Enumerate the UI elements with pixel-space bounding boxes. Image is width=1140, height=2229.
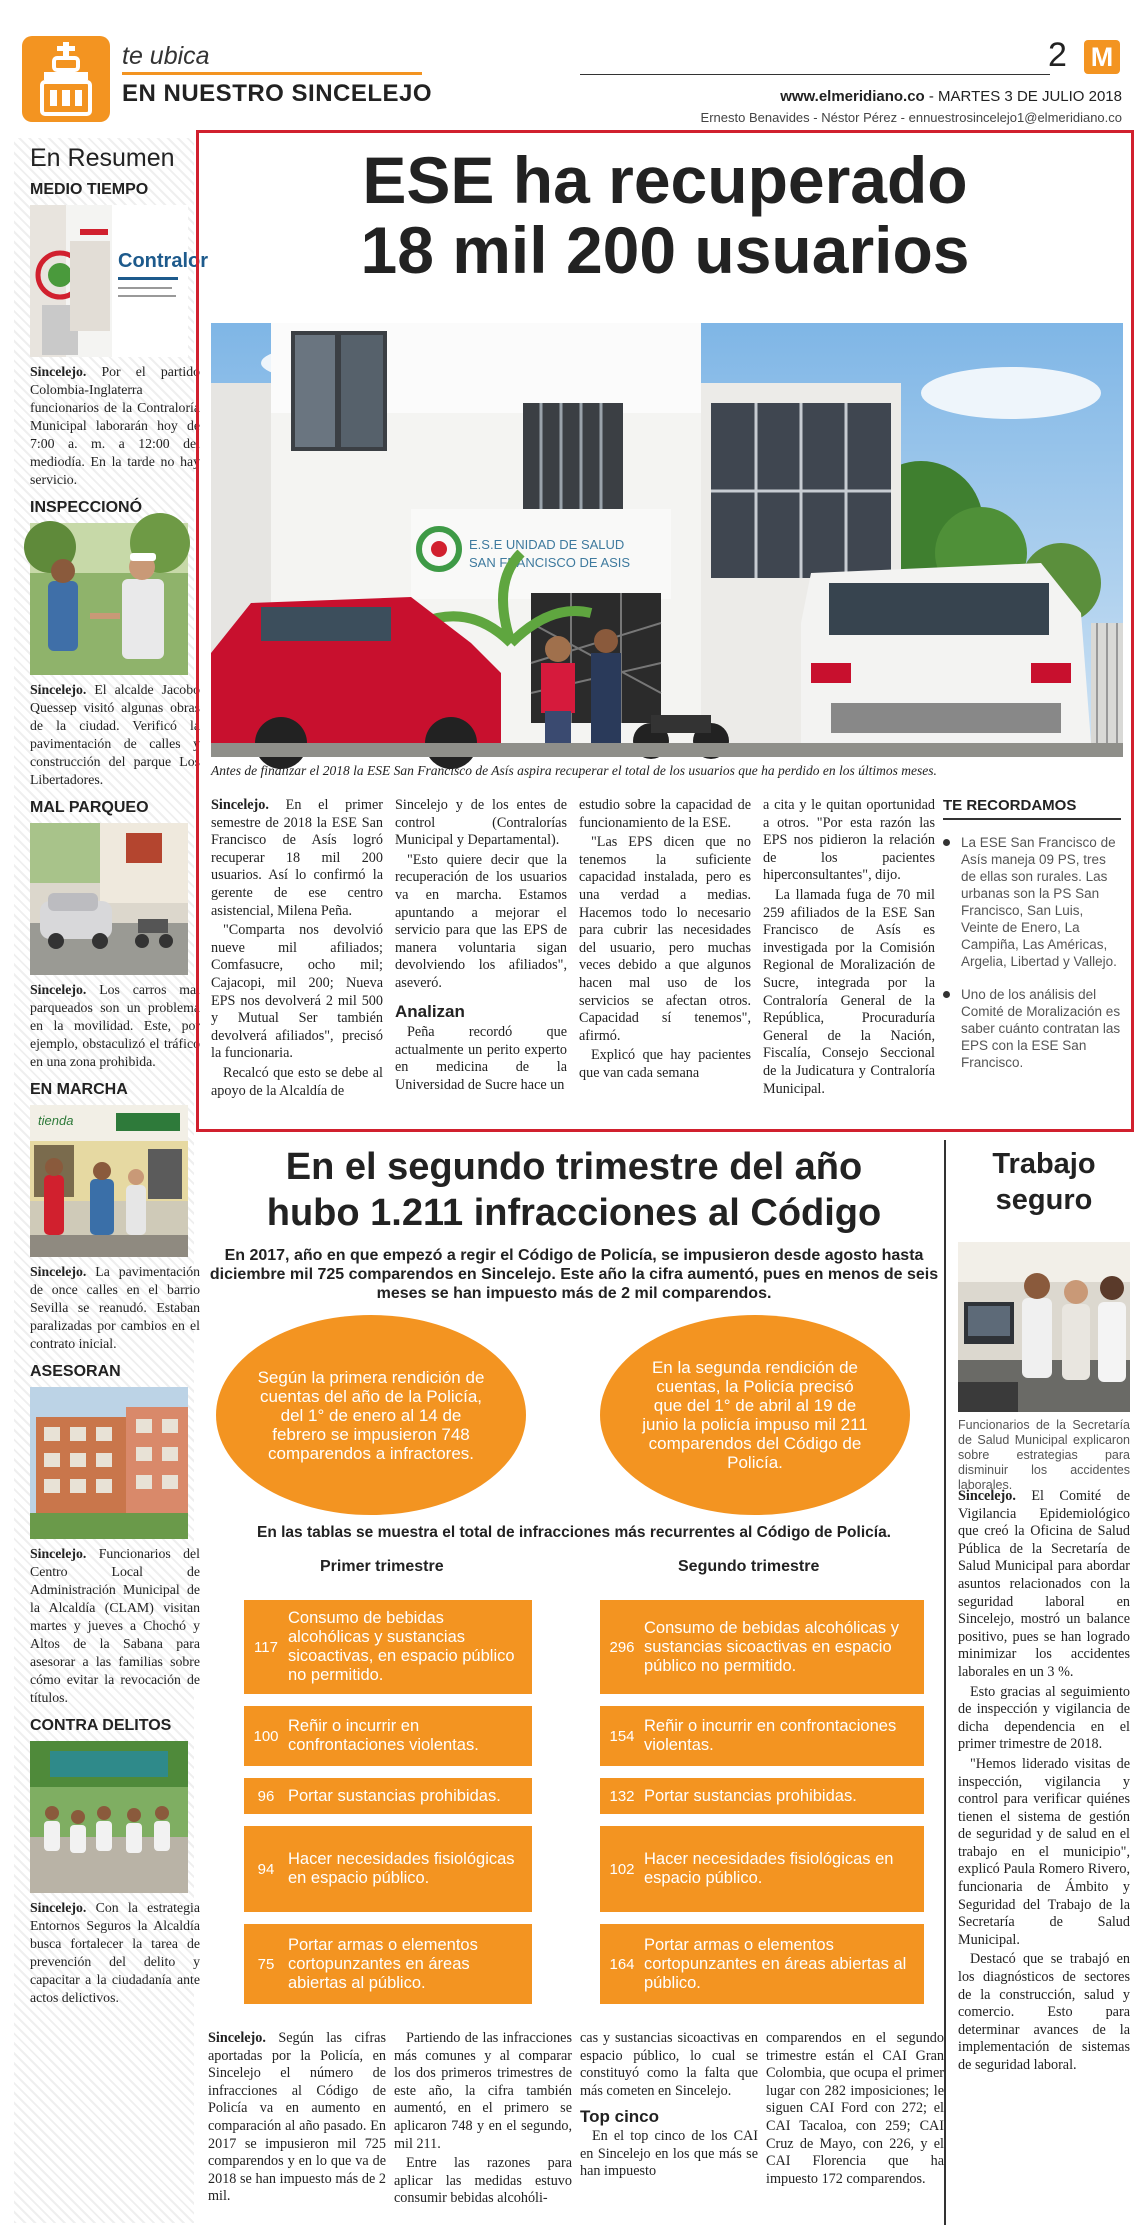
table-row xyxy=(244,1600,532,1694)
summary-text: Sincelejo. Con la estrategia Entornos Seguros la Alcaldía busca fortalecer la tarea de prevención del delito y capacitar a la ciudadanía ante actos delictivos. xyxy=(30,1900,200,2005)
summary-photo xyxy=(30,205,208,357)
highlight-oval-left: Según la primera rendición de cuentas del año de la Policía, del 1° de enero al 14 de febrero se impusieron 748 comparendos a infractores. xyxy=(216,1315,526,1515)
infraction-count: 96 xyxy=(257,1787,275,1805)
article-column-2: Sincelejo y de los entes de control (Contralorías Municipal y Departamental). "Esto quiere decir que la recuperación de los usuarios va en marcha. Estamos apuntando a mejorar el servicio para que las EPS de manera voluntaria sigan devolviendo los afiliados", aseveró. Analizan Peña recordó que actualmente un perito experto en medicina de la Universidad de Sucre hace un xyxy=(395,797,567,1093)
infraction-desc: Reñir o incurrir en confrontaciones violentas. xyxy=(644,1717,897,1754)
remember-item: La ESE San Francisco de Asís maneja 09 PS, tres de ellas son rurales. Las urbanas son la PS San Francisco, San Luis, Veinte de Enero, La Campiña, Las Américas, Argelia, Libertad y Vallejo. xyxy=(943,834,1121,970)
safe-work-headline: Trabajo seguro xyxy=(992,1148,1096,1216)
brand-badge: M xyxy=(1084,40,1120,74)
infractions-column-4: comparendos en el segundo trimestre están el CAI Gran Colombia, que ocupa el primer lugar con 282 imposiciones; le siguen CAI Ford con 272; el CAI Tacaloa, con 259; CAI Cruz de Mayo, con 226, y el CAI Florencia que ha impuesto 172 comparendos. xyxy=(766,2030,944,2187)
main-photo-caption: Antes de finalizar el 2018 la ESE San Francisco de Asís aspira recuperar el total de los usuarios que ha perdido en los últimos meses. xyxy=(211,763,937,778)
infraction-count: 154 xyxy=(609,1727,635,1745)
article-column-4: a cita y le quitan oportunidad a otros. "Por esta razón las EPS nos pidieron la relación de los pacientes hiperconsultantes", dijo. La llamada fuga de 70 mil 259 afiliados de la ESE San Francisco de Asís es investigada por la Comisión Regional de Moralización de Sucre, integrada por la Contraloría General de la República, Procuraduría General de la Nación, Fiscalía, Consejo Seccional de la Judicatura y Contraloría Municipal. xyxy=(763,797,935,1097)
main-story xyxy=(196,130,1134,1132)
infractions-lead: En 2017, año en que empezó a regir el Código de Policía, se impusieron desde agosto hasta diciembre mil 725 comparendos en Sincelejo. Este año la cifra aumentó, pues en menos de seis meses se han impuesto más de 2 mil comparendos. xyxy=(209,1247,939,1302)
infraction-count: 102 xyxy=(609,1860,635,1878)
main-headline: ESE ha recuperado 18 mil 200 usuarios xyxy=(360,143,970,287)
page-number: 2 xyxy=(1048,36,1067,74)
remember-box xyxy=(943,797,1121,1087)
infractions-column-1: Sincelejo. Según las cifras aportadas por la Policía, en Sincelejo el número de infracciones al Código de Policía va en aumento en comparación al año pasado. En 2017 se impusieron mil 725 comparendos y en lo que va de 2018 se han impuesto más de 2 mil. xyxy=(208,2030,386,2205)
table-row xyxy=(244,1706,532,1766)
table-row xyxy=(600,1706,924,1766)
highlight-oval-right: En la segunda rendición de cuentas, la Policía precisó que del 1° de abril al 19 de junio la policía impuso mil 211 comparendos del Código de Policía. xyxy=(600,1315,910,1515)
summary-text: Sincelejo. Los carros mal parqueados son un problema en la movilidad. Este, por ejemplo, obstaculizó el tráfico en una zona prohibida. xyxy=(30,982,200,1069)
safe-work-text: Sincelejo. El Comité de Vigilancia Epidemiológico que creó la Oficina de Salud Pública de la Secretaría de Salud Municipal para abordar asuntos relacionados con la seguridad laboral en Sincelejo, mostró un balance positivo, pues se han logrado minimizar los accidentes laborales en un 3 %. Esto gracias al seguimiento de inspección y vigilancia de dicha dependencia en el primer trimestre de 2018. "Hemos liderado visitas de inspección, vigilancia y control para verificar quiénes tienen el sistema de gestión de seguridad y de salud en el trabajo en el municipio", explicó Paula Romero Rivero, funcionaria de Ámbito y Seguridad del Trabajo de la Secretaría de Salud Municipal. Destacó que se trabajó en los diagnósticos de sectores de la construcción, salud y comercio. Esto para determinar avances de la implementación de sistemas de seguridad laboral. xyxy=(958,1488,1130,2073)
infractions-story xyxy=(204,1140,944,2225)
summary-photo xyxy=(30,823,188,975)
summary-item xyxy=(30,1363,200,1707)
subheading: Analizan xyxy=(395,1001,465,1021)
table-row xyxy=(244,1924,532,2004)
article-column-1: Sincelejo. En el primer semestre de 2018 la ESE San Francisco de Asís logró recuperar 18 mil 200 usuarios. Así lo confirmó la gerente de ese centro asistencial, Milena Peña. "Comparta nos devolvió nueve mil afiliados; Comfasucre, ocho mil; Cajacopi, mil 200; Nueva EPS nos devolverá 2 mil 500 y Mutual Ser también devolverá afiliados", precisó la funcionaria. Recalcó que esto se debe al apoyo de la Alcaldía de xyxy=(211,797,383,1099)
tables-intro: En las tablas se muestra el total de infracciones más recurrentes al Código de Policía. xyxy=(256,1524,891,1541)
contraloria-sign: Contralor xyxy=(118,250,208,272)
header-rule xyxy=(580,74,1050,75)
summary-photo xyxy=(30,1387,188,1539)
remember-item: Uno de los análisis del Comité de Moralización es saber cuánto contratan las EPS con la ESE San Francisco. xyxy=(943,986,1121,1071)
article-column-3: estudio sobre la capacidad de funcionamiento de la ESE. "Las EPS dicen que no tenemos la suficiente capacidad instalada, pero es una verdad a medias. Hacemos todo lo necesario para cubrir las necesidades del usuario, pero muchas veces debido a que algunos hacen mal uso de los servicios se afectan otros. Capacidad sí tenemos", afirmó. Explicó que hay pacientes que van cada semana xyxy=(579,797,751,1081)
summary-sidebar xyxy=(14,138,208,2223)
issue-date: - MARTES 3 DE JULIO 2018 xyxy=(924,88,1122,105)
infraction-count: 164 xyxy=(609,1955,635,1973)
site-and-date xyxy=(780,88,1122,105)
summary-item xyxy=(30,799,200,1071)
summary-text: Sincelejo. La pavimentación de once calles en el barrio Sevilla se reanudó. Estaban paralizadas por cambios en el contrato inicial. xyxy=(30,1264,200,1351)
infraction-count: 117 xyxy=(254,1638,278,1656)
infraction-count: 296 xyxy=(609,1638,635,1656)
site-url[interactable]: www.elmeridiano.co xyxy=(780,88,925,105)
infractions-column-3: cas y sustancias sicoactivas en espacio público, lo cual se constituyó como la falta que más cometen en Sincelejo. Top cinco En el top cinco de los CAI en Sincelejo en los que más se han impuesto xyxy=(580,2030,758,2180)
table-heading-second: Segundo trimestre xyxy=(678,1558,820,1575)
summary-heading: EN MARCHA xyxy=(30,1081,128,1098)
summary-photo xyxy=(30,1741,188,1893)
infraction-desc: Hacer necesidades fisiológicas en espacio público. xyxy=(644,1850,894,1887)
infraction-count: 75 xyxy=(257,1955,275,1973)
summary-item xyxy=(30,1081,200,1353)
infraction-desc: Consumo de bebidas alcohólicas y sustancias sicoactivas en espacio público no permitido. xyxy=(644,1618,899,1675)
infraction-desc: Hacer necesidades fisiológicas en espacio público. xyxy=(288,1850,515,1887)
building-sign-line1: E.S.E UNIDAD DE SALUD xyxy=(469,537,625,552)
infractions-column-2: Partiendo de las infracciones más comunes y al comparar los dos primeros trimestres de este año, la cifra también aumentó, en el primero se aplicaron 748 y en el segundo, mil 211. Entre las razones para aplicar las medidas estuvo consumir bebidas alcohóli- xyxy=(394,2030,572,2207)
infraction-count: 132 xyxy=(609,1787,635,1805)
infraction-desc: Consumo de bebidas alcohólicas y sustancias sicoactivas, en espacio público no permitido. xyxy=(288,1609,515,1684)
infraction-desc: Portar armas o elementos cortopunzantes en áreas abiertas al público. xyxy=(644,1935,907,1992)
table-row xyxy=(244,1826,532,1912)
section-kicker: te ubica xyxy=(122,42,210,70)
safe-work-photo xyxy=(958,1242,1130,1412)
summary-photo xyxy=(30,523,188,675)
summary-item xyxy=(30,181,208,489)
infraction-desc: Reñir o incurrir en confrontaciones violentas. xyxy=(288,1717,479,1754)
building-sign-line2: SAN FRANCISCO DE ASIS xyxy=(469,555,631,570)
infraction-desc: Portar sustancias prohibidas. xyxy=(644,1786,857,1805)
byline: Ernesto Benavides - Néstor Pérez - ennuestrosincelejo1@elmeridiano.co xyxy=(700,110,1122,125)
summary-heading: CONTRA DELITOS xyxy=(30,1717,172,1734)
infraction-desc: Portar armas o elementos cortopunzantes en áreas abiertas al público. xyxy=(288,1935,478,1992)
table-heading-first: Primer trimestre xyxy=(320,1558,444,1575)
summary-photo xyxy=(30,1105,188,1257)
summary-item xyxy=(30,499,200,789)
main-photo xyxy=(211,323,1123,757)
summary-text: Sincelejo. Funcionarios del Centro Local de Administración Municipal de la Alcaldía (CLAM) visitan martes y jueves a Chochó y Altos de la Sabana para asesorar a las familias sobre cómo evitar la revocación de títulos. xyxy=(30,1546,200,1705)
safe-work-caption: Funcionarios de la Secretaría de Salud Municipal explicaron sobre estrategias para disminuir los accidentes laborales. xyxy=(958,1418,1130,1492)
sidebar-title: En Resumen xyxy=(30,144,175,172)
summary-text: Sincelejo. El alcalde Jacobo Quessep visitó algunas obras de la ciudad. Verificó la pavimentación de calles y construcción del parque Los Libertadores. xyxy=(30,682,200,787)
remember-title: TE RECORDAMOS xyxy=(943,797,1121,820)
summary-text: Sincelejo. Por el partido Colombia-Inglaterra funcionarios de la Contraloría Municipal laborarán hoy de 7:00 a. m. a 12:00 del mediodía. En la tarde no hay servicio. xyxy=(30,364,200,487)
summary-item xyxy=(30,1717,200,2007)
table-row xyxy=(244,1778,532,1814)
section-underline xyxy=(122,72,422,75)
shop-sign: tienda xyxy=(38,1113,74,1128)
infraction-count: 94 xyxy=(257,1860,275,1878)
summary-heading: MEDIO TIEMPO xyxy=(30,181,149,198)
table-row xyxy=(600,1924,924,2004)
summary-heading: MAL PARQUEO xyxy=(30,799,149,816)
infraction-desc: Portar sustancias prohibidas. xyxy=(288,1786,501,1805)
infraction-count: 100 xyxy=(253,1727,279,1745)
infractions-headline: En el segundo trimestre del año hubo 1.211 infracciones al Código xyxy=(266,1146,882,1234)
subheading: Top cinco xyxy=(580,2107,660,2127)
church-icon xyxy=(36,42,96,118)
table-row xyxy=(600,1826,924,1912)
safe-work-story xyxy=(944,1140,1134,2225)
section-logo xyxy=(22,36,110,122)
section-title: EN NUESTRO SINCELEJO xyxy=(122,80,433,107)
table-row xyxy=(600,1778,924,1814)
page-header xyxy=(0,0,1140,125)
summary-heading: ASESORAN xyxy=(30,1363,121,1380)
table-row xyxy=(600,1600,924,1694)
summary-heading: INSPECCIONÓ xyxy=(30,499,143,516)
